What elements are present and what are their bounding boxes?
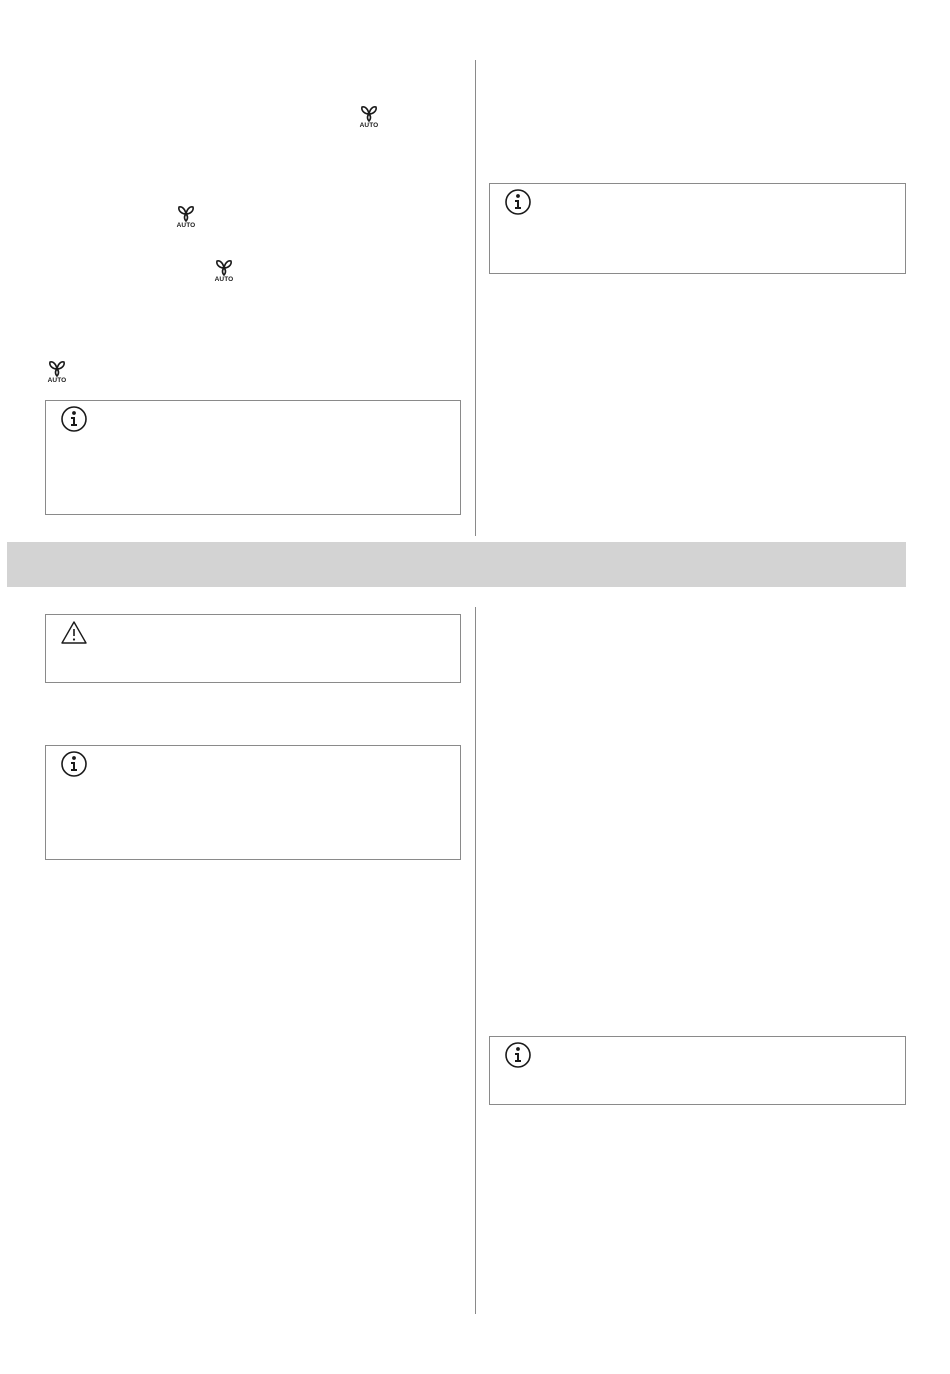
info-notice-box (45, 400, 461, 515)
fan-auto-label: AUTO (47, 377, 67, 384)
fan-auto-label: AUTO (214, 276, 234, 283)
info-icon (60, 750, 88, 778)
column-divider-bottom (475, 607, 476, 1314)
info-notice-box (489, 1036, 906, 1105)
fan-auto-label: AUTO (176, 222, 196, 229)
info-icon (60, 405, 88, 433)
info-notice-box (489, 183, 906, 274)
fan-auto-icon (213, 259, 235, 285)
fan-auto-icon (46, 360, 68, 386)
column-divider-top (475, 60, 476, 536)
fan-auto-icon (175, 205, 197, 231)
section-header-bar (7, 542, 906, 587)
info-icon (504, 1041, 532, 1069)
fan-auto-icon (358, 105, 380, 131)
fan-auto-label: AUTO (359, 122, 379, 129)
warning-icon (60, 619, 88, 647)
info-icon (504, 188, 532, 216)
warning-notice-box (45, 614, 461, 683)
info-notice-box (45, 745, 461, 860)
